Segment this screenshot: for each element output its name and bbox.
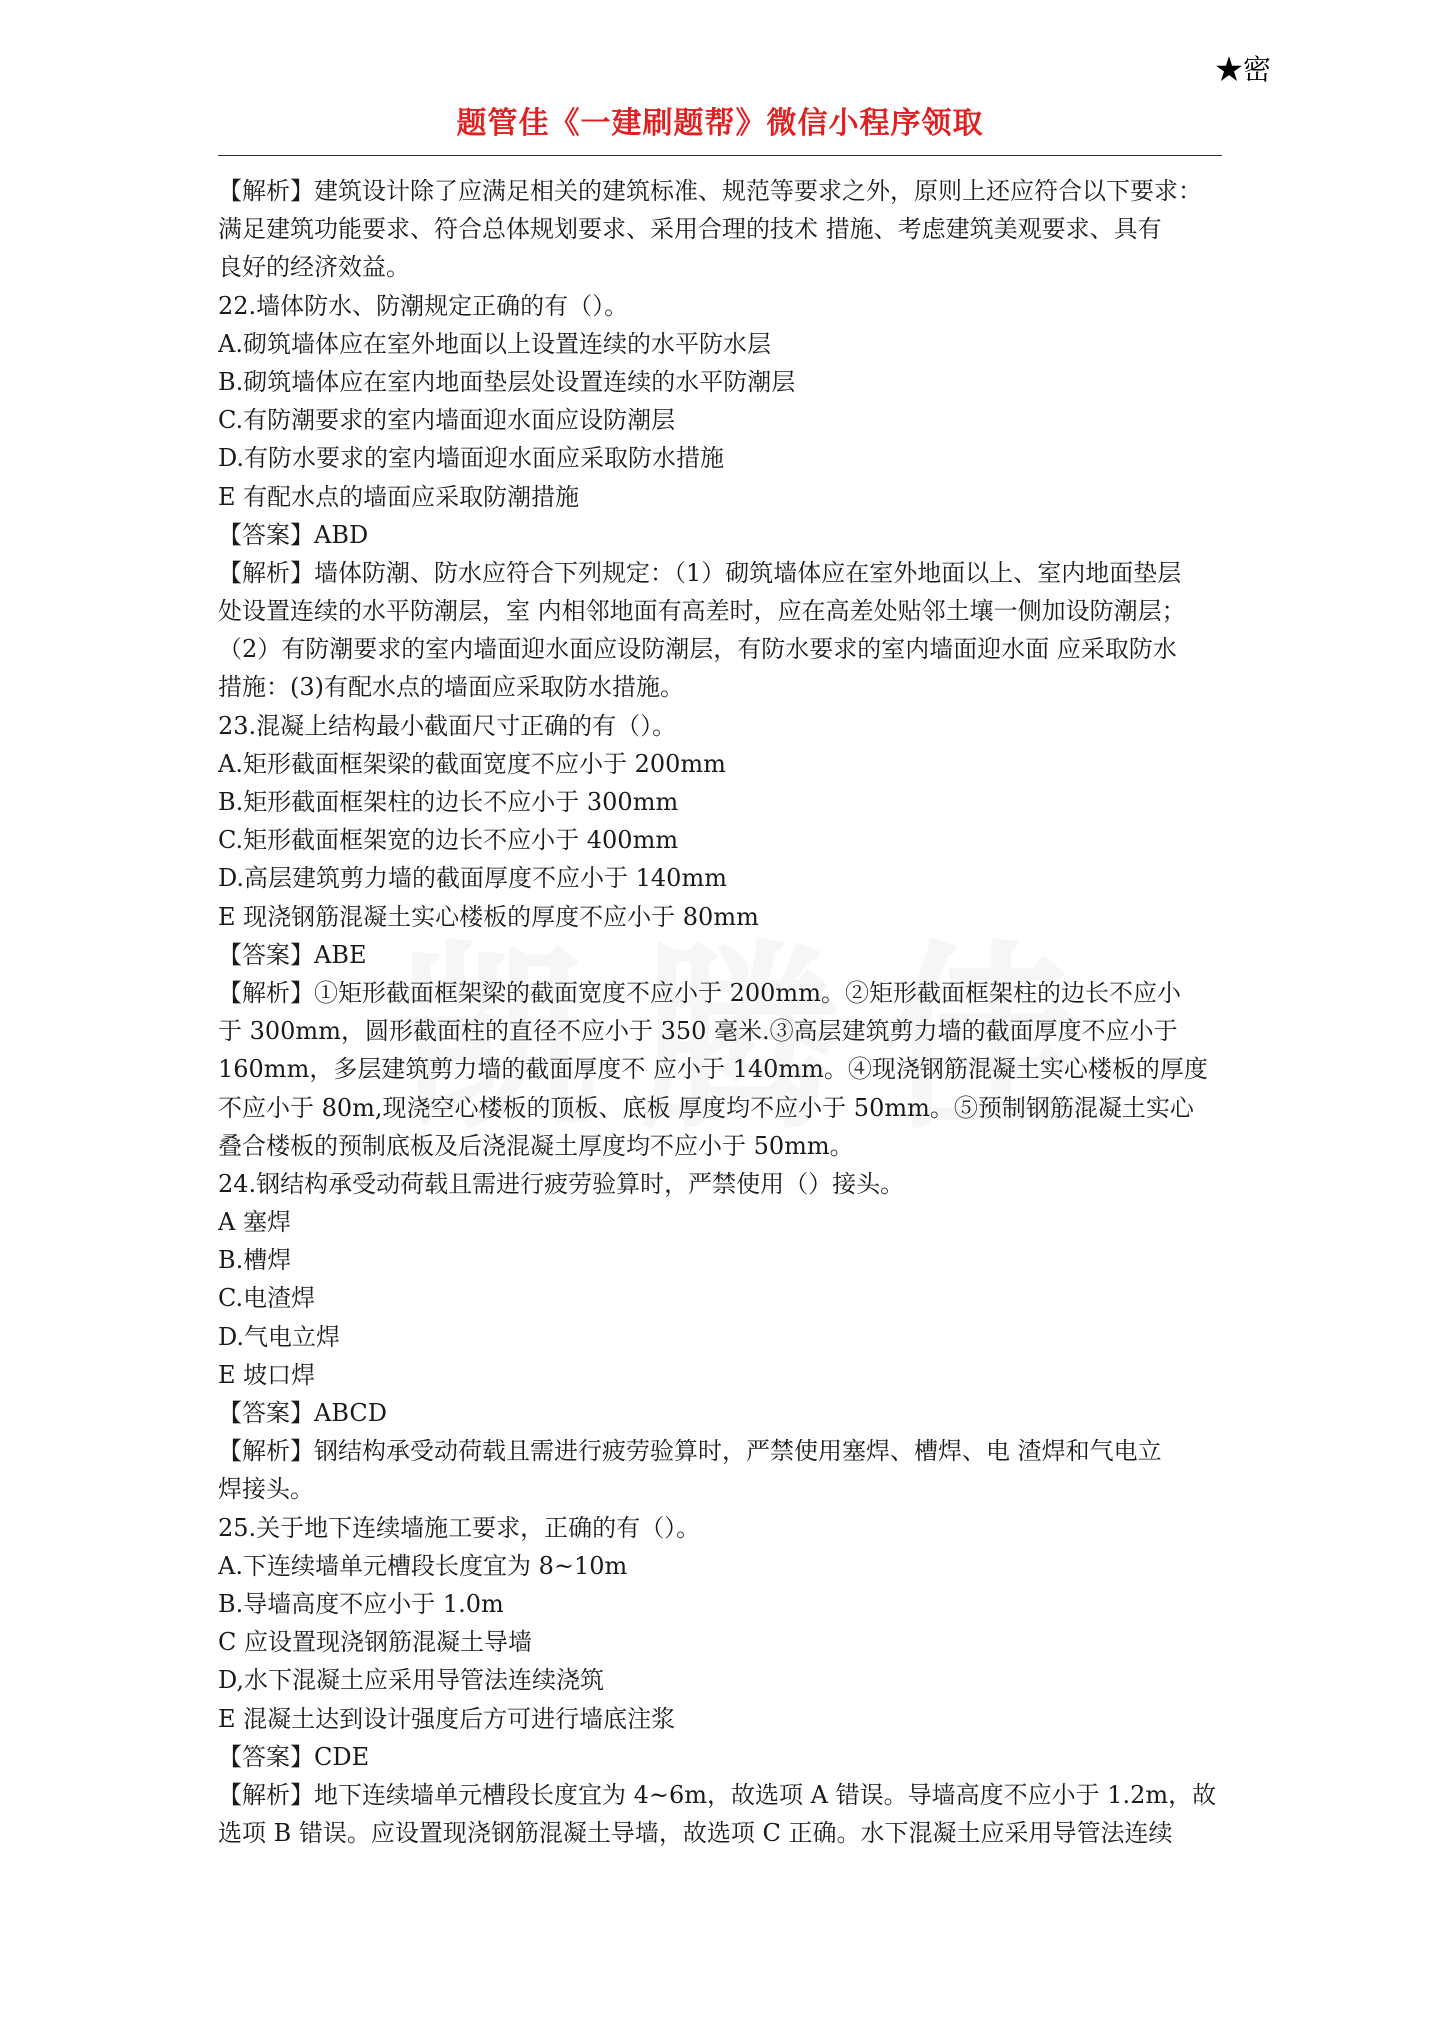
question-22-analysis: 【解析】墙体防潮、防水应符合下列规定：（1）砌筑墙体应在室外地面以上、室内地面垫层 bbox=[218, 558, 1182, 587]
question-22-option-c: C.有防潮要求的室内墙面迎水面应设防潮层 bbox=[218, 406, 676, 435]
question-23-analysis: 160mm，多层建筑剪力墙的截面厚度不 应小于 140mm。④现浇钢筋混凝土实心楼板的厚度 bbox=[218, 1055, 1208, 1084]
question-22-analysis: （2）有防潮要求的室内墙面迎水面应设防潮层，有防水要求的室内墙面迎水面 应采取防水 bbox=[218, 635, 1177, 664]
confidential-mark: ★密 bbox=[1215, 53, 1272, 86]
question-23-option-a: A.矩形截面框架梁的截面宽度不应小于 200mm bbox=[218, 749, 726, 778]
question-25-analysis: 选项 B 错误。应设置现浇钢筋混凝土导墙，故选项 C 正确。水下混凝土应采用导管法连续 bbox=[218, 1819, 1173, 1848]
header-divider bbox=[218, 155, 1222, 156]
text-line: 满足建筑功能要求、符合总体规划要求、采用合理的技术 措施、考虑建筑美观要求、具有 bbox=[218, 215, 1162, 244]
question-24-option-c: C.电渣焊 bbox=[218, 1284, 316, 1313]
question-23-option-b: B.矩形截面框架柱的边长不应小于 300mm bbox=[218, 788, 679, 816]
question-24-analysis: 焊接头。 bbox=[218, 1475, 314, 1504]
question-24-option-e: E 坡口焊 bbox=[218, 1360, 316, 1389]
question-23-analysis: 叠合楼板的预制底板及后浇混凝土厚度均不应小于 50mm。 bbox=[218, 1131, 854, 1160]
text-line: 【解析】建筑设计除了应满足相关的建筑标准、规范等要求之外，原则上还应符合以下要求： bbox=[218, 177, 1202, 205]
question-24-option-a: A 塞焊 bbox=[218, 1208, 291, 1237]
question-25-option-e: E 混凝土达到设计强度后方可进行墙底注浆 bbox=[218, 1704, 676, 1733]
question-22-title: 22.墙体防水、防潮规定正确的有（）。 bbox=[218, 291, 629, 320]
question-24-title: 24.钢结构承受动荷载且需进行疲劳验算时，严禁使用（）接头。 bbox=[218, 1169, 905, 1198]
question-24-analysis: 【解析】钢结构承受动荷载且需进行疲劳验算时，严禁使用塞焊、槽焊、电 渣焊和气电立 bbox=[218, 1437, 1162, 1466]
question-24-answer: 【答案】ABCD bbox=[218, 1399, 388, 1427]
question-22-option-b: B.砌筑墙体应在室内地面垫层处设置连续的水平防潮层 bbox=[218, 367, 796, 396]
question-23-title: 23.混凝上结构最小截面尺寸正确的有（）。 bbox=[218, 711, 677, 740]
text-line: 良好的经济效益。 bbox=[218, 253, 410, 282]
question-25-analysis: 【解析】地下连续墙单元槽段长度宜为 4~6m，故选项 A 错误。导墙高度不应小于 1.2m，故 bbox=[218, 1780, 1217, 1809]
question-25-title: 25.关于地下连续墙施工要求，正确的有（）。 bbox=[218, 1513, 701, 1542]
question-23-analysis: 于 300mm，圆形截面柱的直径不应小于 350 毫米.③高层建筑剪力墙的截面厚度不应小于 bbox=[218, 1017, 1178, 1046]
question-22-analysis: 措施：(3)有配水点的墙面应采取防水措施。 bbox=[218, 673, 684, 702]
question-25-option-c: C 应设置现浇钢筋混凝土导墙 bbox=[218, 1628, 532, 1657]
question-22-option-a: A.砌筑墙体应在室外地面以上设置连续的水平防水层 bbox=[218, 329, 771, 358]
question-25-option-d: D,水下混凝土应采用导管法连续浇筑 bbox=[218, 1666, 605, 1695]
question-22-option-e: E 有配水点的墙面应采取防潮措施 bbox=[218, 482, 580, 511]
question-25-answer: 【答案】CDE bbox=[218, 1742, 370, 1771]
question-23-option-c: C.矩形截面框架宽的边长不应小于 400mm bbox=[218, 826, 679, 855]
question-22-answer: 【答案】ABD bbox=[218, 520, 369, 549]
question-23-analysis: 【解析】①矩形截面框架梁的截面宽度不应小于 200mm。②矩形截面框架柱的边长不应小 bbox=[218, 978, 1181, 1007]
question-23-analysis: 不应小于 80m,现浇空心楼板的顶板、底板 厚度均不应小于 50mm。⑤预制钢筋混凝土实心 bbox=[218, 1093, 1194, 1122]
page-header-title: 题管佳《一建刷题帮》微信小程序领取 bbox=[456, 106, 984, 141]
question-25-option-b: B.导墙高度不应小于 1.0m bbox=[218, 1589, 504, 1618]
question-25-option-a: A.下连续墙单元槽段长度宜为 8~10m bbox=[218, 1551, 628, 1580]
question-22-option-d: D.有防水要求的室内墙面迎水面应采取防水措施 bbox=[218, 444, 725, 473]
question-24-option-d: D.气电立焊 bbox=[218, 1322, 341, 1351]
question-23-option-e: E 现浇钢筋混凝土实心楼板的厚度不应小于 80mm bbox=[218, 902, 759, 931]
question-22-analysis: 处设置连续的水平防潮层，室 内相邻地面有高差时，应在高差处贴邻土壤一侧加设防潮层； bbox=[218, 597, 1186, 626]
question-24-option-b: B.槽焊 bbox=[218, 1246, 292, 1275]
question-23-answer: 【答案】ABE bbox=[218, 940, 367, 969]
document-body bbox=[218, 172, 1228, 1852]
question-23-option-d: D.高层建筑剪力墙的截面厚度不应小于 140mm bbox=[218, 864, 727, 893]
